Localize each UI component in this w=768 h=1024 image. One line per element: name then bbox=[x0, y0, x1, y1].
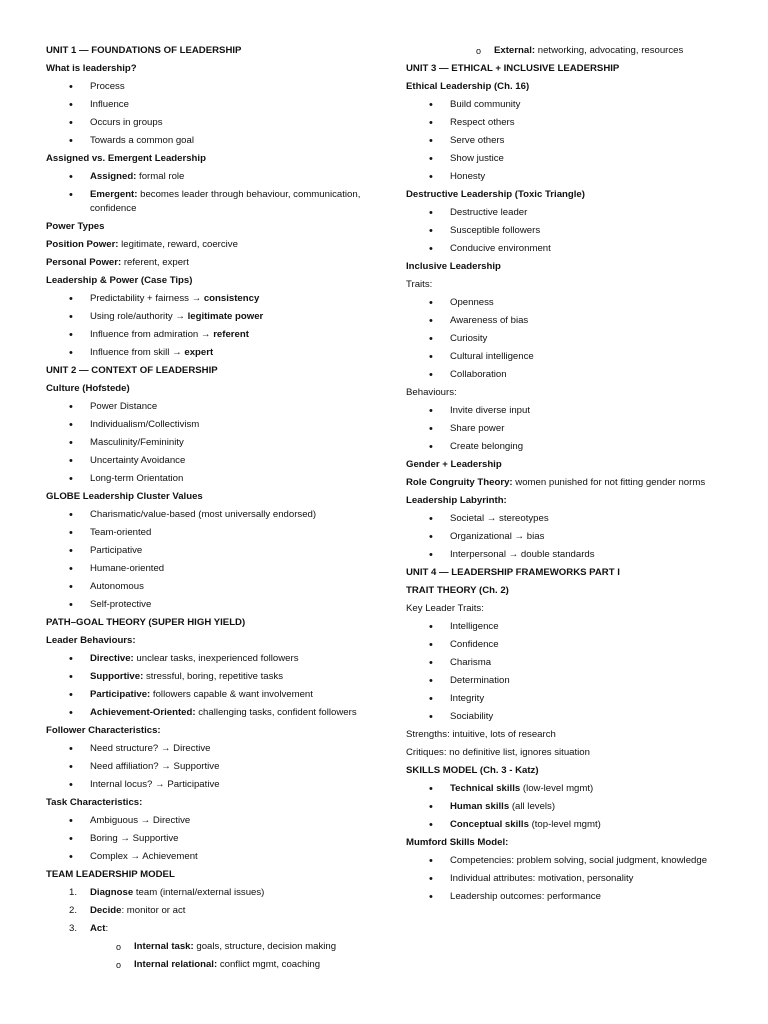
item-text: Self-protective bbox=[90, 599, 152, 610]
bold-term: Internal relational: bbox=[134, 959, 218, 970]
item-text: Key Leader Traits: bbox=[406, 603, 484, 614]
bullet-item bbox=[46, 292, 398, 306]
item-number: 2. bbox=[69, 905, 78, 916]
bold-term: Human skills bbox=[450, 801, 510, 812]
item-text: TEAM LEADERSHIP MODEL bbox=[46, 869, 175, 880]
bullet-item bbox=[46, 778, 398, 792]
item-text: Confidence bbox=[450, 639, 499, 650]
item-text: Invite diverse input bbox=[450, 405, 530, 416]
item-text: followers capable & want involvement bbox=[150, 689, 313, 700]
section-heading bbox=[406, 764, 736, 778]
item-text: Leadership outcomes: performance bbox=[450, 891, 601, 902]
bullet-item bbox=[46, 760, 398, 774]
bullet-item bbox=[406, 314, 736, 328]
item-text: Conducive environment bbox=[450, 243, 551, 254]
item-text: Show justice bbox=[450, 153, 504, 164]
item-text: goals, structure, decision making bbox=[193, 941, 337, 952]
bullet-item bbox=[406, 800, 736, 814]
item-text: Process bbox=[90, 81, 125, 92]
item-text: Cultural intelligence bbox=[450, 351, 534, 362]
paragraph-line bbox=[406, 386, 736, 400]
item-text: Autonomous bbox=[90, 581, 144, 592]
section-heading bbox=[46, 62, 398, 76]
item-text: Individualism/Collectivism bbox=[90, 419, 200, 430]
item-text: Task Characteristics: bbox=[46, 797, 143, 808]
bold-term: legitimate power bbox=[187, 311, 264, 322]
bullet-item bbox=[46, 742, 398, 756]
bullet-item bbox=[46, 98, 398, 112]
bullet-item bbox=[406, 422, 736, 436]
item-text: Follower Characteristics: bbox=[46, 725, 161, 736]
item-text: challenging tasks, confident followers bbox=[195, 707, 357, 718]
item-text: Create belonging bbox=[450, 441, 524, 452]
bold-term: expert bbox=[184, 347, 214, 358]
item-text: legitimate, reward, coercive bbox=[118, 239, 238, 250]
item-text: Societal → stereotypes bbox=[450, 513, 549, 524]
item-text: UNIT 3 — ETHICAL + INCLUSIVE LEADERSHIP bbox=[406, 63, 620, 74]
item-text: Ambiguous → Directive bbox=[90, 815, 191, 826]
paragraph-line bbox=[46, 256, 398, 270]
bullet-item bbox=[406, 368, 736, 382]
bold-term: Technical skills bbox=[450, 783, 521, 794]
item-text: becomes leader through behaviour, communication, confidence bbox=[90, 189, 361, 214]
item-text: Boring → Supportive bbox=[90, 833, 179, 844]
bold-term: Diagnose bbox=[90, 887, 134, 898]
item-text: Share power bbox=[450, 423, 505, 434]
section-heading bbox=[406, 566, 736, 580]
item-text: Using role/authority → bbox=[90, 311, 188, 322]
item-text: conflict mgmt, coaching bbox=[217, 959, 321, 970]
bullet-item bbox=[406, 854, 736, 868]
item-text: Long-term Orientation bbox=[90, 473, 184, 484]
item-text: Integrity bbox=[450, 693, 485, 704]
item-text: PATH–GOAL THEORY (SUPER HIGH YIELD) bbox=[46, 617, 246, 628]
item-text: UNIT 4 — LEADERSHIP FRAMEWORKS PART I bbox=[406, 567, 620, 578]
item-text: Uncertainty Avoidance bbox=[90, 455, 186, 466]
bold-term: Participative: bbox=[90, 689, 151, 700]
bullet-item bbox=[406, 692, 736, 706]
item-text: Charismatic/value-based (most universally endorsed) bbox=[90, 509, 317, 520]
item-text: Interpersonal → double standards bbox=[450, 549, 595, 560]
bullet-item bbox=[46, 188, 398, 216]
item-text: Leadership & Power (Case Tips) bbox=[46, 275, 193, 286]
section-heading bbox=[406, 584, 736, 598]
bullet-item bbox=[406, 440, 736, 454]
sub-bullet-item bbox=[46, 940, 398, 954]
paragraph-line bbox=[406, 278, 736, 292]
item-text: Sociability bbox=[450, 711, 494, 722]
item-text: Honesty bbox=[450, 171, 486, 182]
paragraph-line bbox=[406, 728, 736, 742]
bold-term: Emergent: bbox=[90, 189, 138, 200]
bold-term: Directive: bbox=[90, 653, 134, 664]
bullet-item bbox=[406, 512, 736, 526]
bullet-item bbox=[46, 472, 398, 486]
bullet-item bbox=[406, 224, 736, 238]
item-text: Intelligence bbox=[450, 621, 499, 632]
bullet-item bbox=[406, 548, 736, 562]
item-text: Individual attributes: motivation, personality bbox=[450, 873, 634, 884]
bold-term: Assigned: bbox=[90, 171, 137, 182]
section-heading bbox=[46, 634, 398, 648]
bullet-item bbox=[46, 134, 398, 148]
right-column bbox=[406, 44, 736, 908]
item-text: referent, expert bbox=[121, 257, 189, 268]
bullet-item bbox=[46, 580, 398, 594]
sub-bullet-item bbox=[46, 958, 398, 972]
item-text: Respect others bbox=[450, 117, 515, 128]
item-text: Destructive leader bbox=[450, 207, 528, 218]
item-text: SKILLS MODEL (Ch. 3 - Katz) bbox=[406, 765, 539, 776]
section-heading bbox=[46, 382, 398, 396]
section-heading bbox=[406, 458, 736, 472]
bullet-item bbox=[406, 404, 736, 418]
section-heading bbox=[406, 188, 736, 202]
section-heading bbox=[46, 274, 398, 288]
paragraph-line bbox=[406, 602, 736, 616]
section-heading bbox=[406, 62, 736, 76]
section-heading bbox=[406, 260, 736, 274]
item-text: Destructive Leadership (Toxic Triangle) bbox=[406, 189, 585, 200]
bold-term: Decide bbox=[90, 905, 122, 916]
bold-term: Supportive: bbox=[90, 671, 144, 682]
item-number: 1. bbox=[69, 887, 78, 898]
item-text: Participative bbox=[90, 545, 143, 556]
item-text: : monitor or act bbox=[121, 905, 186, 916]
bullet-item bbox=[406, 296, 736, 310]
bullet-item bbox=[46, 508, 398, 522]
bullet-item bbox=[46, 436, 398, 450]
item-text: Leadership Labyrinth: bbox=[406, 495, 507, 506]
item-text: Team-oriented bbox=[90, 527, 152, 538]
item-text: Behaviours: bbox=[406, 387, 457, 398]
section-heading bbox=[46, 796, 398, 810]
item-text: Occurs in groups bbox=[90, 117, 163, 128]
bullet-item bbox=[46, 544, 398, 558]
bullet-item bbox=[406, 674, 736, 688]
bullet-item bbox=[46, 688, 398, 702]
item-text: GLOBE Leadership Cluster Values bbox=[46, 491, 203, 502]
bullet-item bbox=[46, 850, 398, 864]
item-text: Serve others bbox=[450, 135, 505, 146]
item-text: Humane-oriented bbox=[90, 563, 165, 574]
item-text: Predictability + fairness → bbox=[90, 293, 204, 304]
bold-term: referent bbox=[213, 329, 249, 340]
bullet-item bbox=[406, 872, 736, 886]
bold-term: Personal Power: bbox=[46, 257, 122, 268]
section-heading bbox=[46, 868, 398, 882]
bullet-item bbox=[46, 598, 398, 612]
bullet-item bbox=[406, 656, 736, 670]
item-text: unclear tasks, inexperienced followers bbox=[133, 653, 299, 664]
bullet-item bbox=[46, 454, 398, 468]
item-text: Assigned vs. Emergent Leadership bbox=[46, 153, 206, 164]
item-text: Towards a common goal bbox=[90, 135, 194, 146]
item-text: UNIT 1 — FOUNDATIONS OF LEADERSHIP bbox=[46, 45, 242, 56]
numbered-item bbox=[46, 904, 398, 918]
paragraph-line bbox=[406, 746, 736, 760]
item-text: Need structure? → Directive bbox=[90, 743, 211, 754]
bullet-item bbox=[406, 818, 736, 832]
item-text: Susceptible followers bbox=[450, 225, 541, 236]
item-text: Power Types bbox=[46, 221, 105, 232]
item-text: Critiques: no definitive list, ignores situation bbox=[406, 747, 590, 758]
bold-term: Conceptual skills bbox=[450, 819, 529, 830]
section-heading bbox=[46, 220, 398, 234]
item-text: Collaboration bbox=[450, 369, 507, 380]
item-text: Influence from admiration → bbox=[90, 329, 214, 340]
bullet-item bbox=[406, 332, 736, 346]
bullet-item bbox=[46, 328, 398, 342]
bullet-item bbox=[46, 562, 398, 576]
item-text: team (internal/external issues) bbox=[133, 887, 265, 898]
item-text: Culture (Hofstede) bbox=[46, 383, 130, 394]
sub-bullet-item bbox=[406, 44, 736, 58]
bold-term: Act bbox=[90, 923, 106, 934]
item-text: formal role bbox=[136, 171, 185, 182]
item-text: Inclusive Leadership bbox=[406, 261, 501, 272]
item-text: women punished for not fitting gender norms bbox=[512, 477, 706, 488]
item-text: Strengths: intuitive, lots of research bbox=[406, 729, 556, 740]
bullet-item bbox=[406, 206, 736, 220]
item-text: Masculinity/Femininity bbox=[90, 437, 184, 448]
bullet-item bbox=[406, 530, 736, 544]
item-text: Curiosity bbox=[450, 333, 488, 344]
bold-term: Position Power: bbox=[46, 239, 119, 250]
bullet-item bbox=[406, 620, 736, 634]
item-text: Mumford Skills Model: bbox=[406, 837, 509, 848]
bullet-item bbox=[406, 134, 736, 148]
item-text: : bbox=[105, 923, 109, 934]
bullet-item bbox=[46, 832, 398, 846]
bullet-item bbox=[46, 170, 398, 184]
item-text: Charisma bbox=[450, 657, 492, 668]
item-text: Need affiliation? → Supportive bbox=[90, 761, 220, 772]
item-number: 3. bbox=[69, 923, 78, 934]
section-heading bbox=[46, 44, 398, 58]
bullet-item bbox=[46, 80, 398, 94]
numbered-item bbox=[46, 922, 398, 936]
item-text: Ethical Leadership (Ch. 16) bbox=[406, 81, 530, 92]
bold-term: Role Congruity Theory: bbox=[406, 477, 513, 488]
item-text: Gender + Leadership bbox=[406, 459, 502, 470]
item-text: (low-level mgmt) bbox=[520, 783, 594, 794]
section-heading bbox=[406, 494, 736, 508]
item-text: networking, advocating, resources bbox=[535, 45, 684, 56]
item-text: What is leadership? bbox=[46, 63, 137, 74]
bullet-item bbox=[406, 782, 736, 796]
bullet-item bbox=[46, 814, 398, 828]
item-text: Complex → Achievement bbox=[90, 851, 198, 862]
item-text: Power Distance bbox=[90, 401, 158, 412]
bullet-item bbox=[406, 350, 736, 364]
item-text: (top-level mgmt) bbox=[528, 819, 601, 830]
paragraph-line bbox=[406, 476, 736, 490]
item-text: Influence bbox=[90, 99, 129, 110]
item-text: Determination bbox=[450, 675, 510, 686]
item-text: UNIT 2 — CONTEXT OF LEADERSHIP bbox=[46, 365, 218, 376]
bullet-item bbox=[406, 890, 736, 904]
bold-term: Internal task: bbox=[134, 941, 194, 952]
bold-term: Achievement-Oriented: bbox=[90, 707, 196, 718]
bullet-item bbox=[46, 526, 398, 540]
section-heading bbox=[46, 490, 398, 504]
item-text: TRAIT THEORY (Ch. 2) bbox=[406, 585, 509, 596]
bullet-item bbox=[406, 638, 736, 652]
item-text: Competencies: problem solving, social judgment, knowledge bbox=[450, 855, 708, 866]
section-heading bbox=[406, 80, 736, 94]
item-text: Openness bbox=[450, 297, 494, 308]
item-text: Internal locus? → Participative bbox=[90, 779, 220, 790]
section-heading bbox=[406, 836, 736, 850]
bullet-item bbox=[46, 116, 398, 130]
bullet-item bbox=[46, 400, 398, 414]
item-text: Organizational → bias bbox=[450, 531, 545, 542]
bullet-item bbox=[406, 170, 736, 184]
item-text: Leader Behaviours: bbox=[46, 635, 136, 646]
section-heading bbox=[46, 724, 398, 738]
bold-term: External: bbox=[494, 45, 536, 56]
item-text: (all levels) bbox=[509, 801, 556, 812]
bullet-item bbox=[46, 346, 398, 360]
bullet-item bbox=[406, 242, 736, 256]
bullet-item bbox=[46, 706, 398, 720]
bullet-item bbox=[46, 652, 398, 666]
bullet-item bbox=[46, 418, 398, 432]
item-text: stressful, boring, repetitive tasks bbox=[143, 671, 284, 682]
item-text: Influence from skill → bbox=[90, 347, 185, 358]
bullet-item bbox=[46, 310, 398, 324]
section-heading bbox=[46, 616, 398, 630]
section-heading bbox=[46, 152, 398, 166]
bullet-item bbox=[406, 98, 736, 112]
left-column bbox=[46, 44, 398, 976]
numbered-item bbox=[46, 886, 398, 900]
bold-term: consistency bbox=[203, 293, 260, 304]
bullet-item bbox=[406, 710, 736, 724]
paragraph-line bbox=[46, 238, 398, 252]
item-text: Awareness of bias bbox=[450, 315, 529, 326]
item-text: Traits: bbox=[406, 279, 433, 290]
section-heading bbox=[46, 364, 398, 378]
bullet-item bbox=[406, 116, 736, 130]
bullet-item bbox=[46, 670, 398, 684]
bullet-item bbox=[406, 152, 736, 166]
item-text: Build community bbox=[450, 99, 521, 110]
